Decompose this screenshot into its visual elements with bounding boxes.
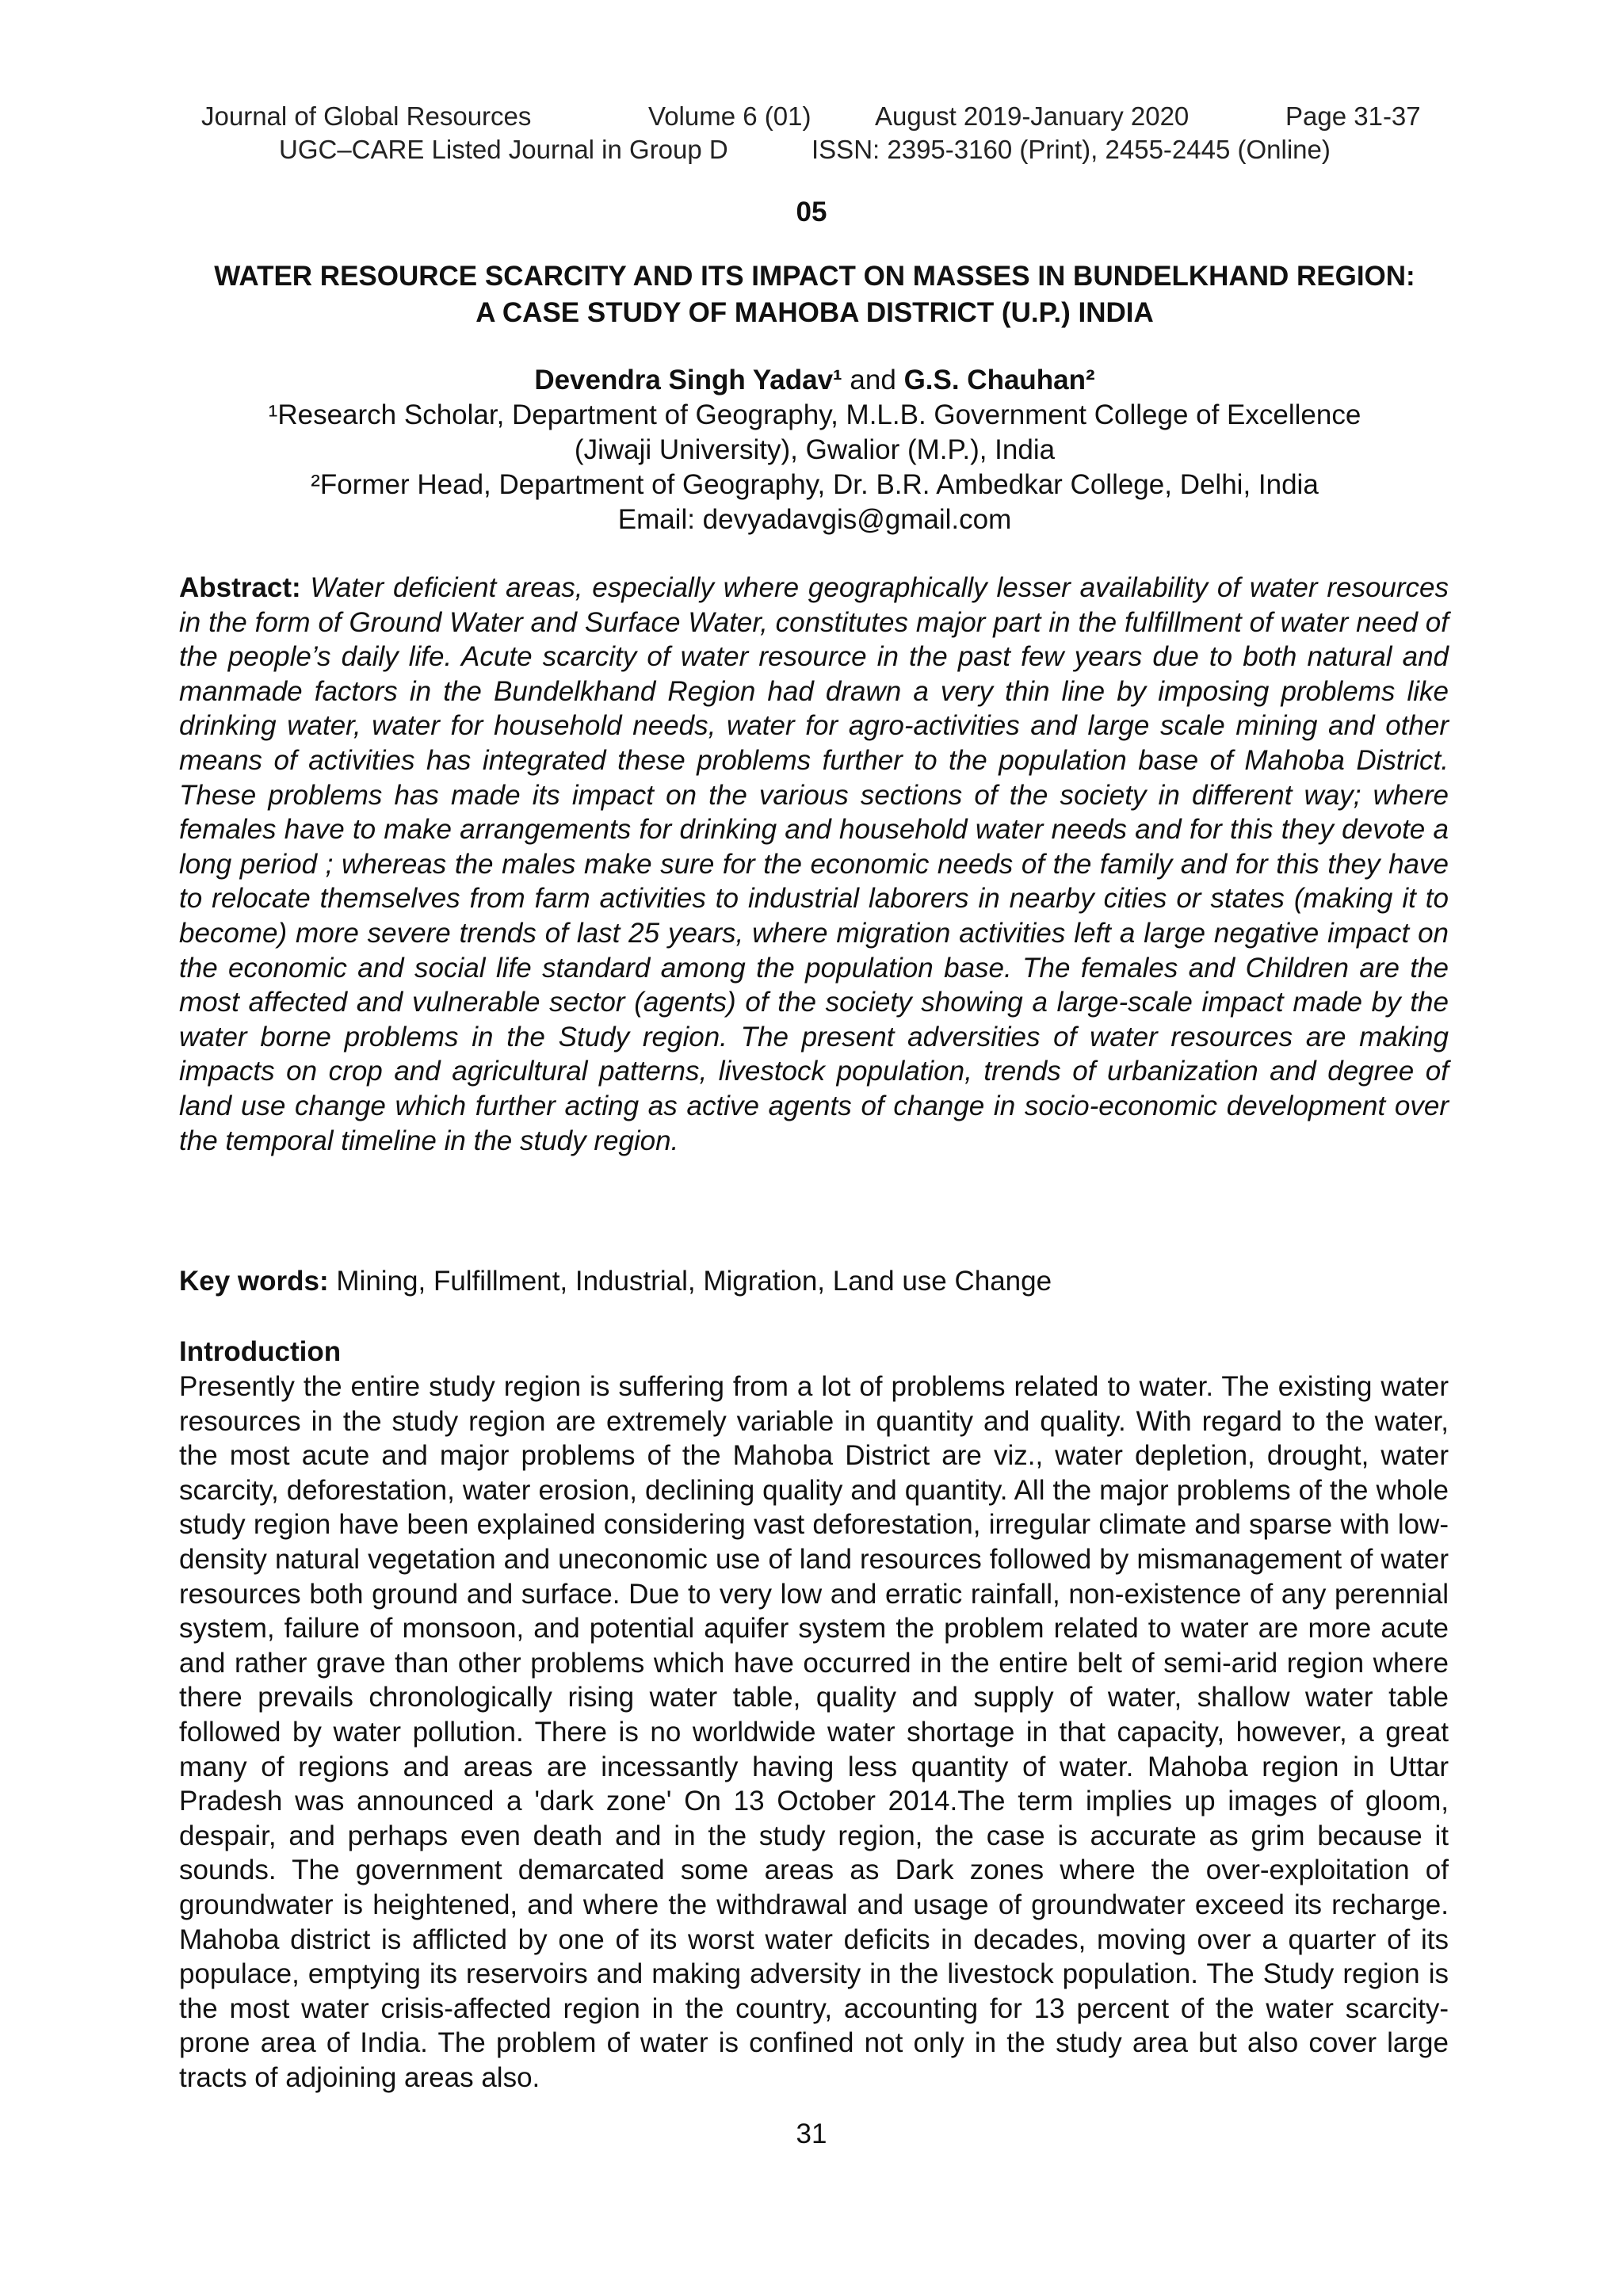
header-line-1 (201, 100, 1428, 133)
affiliation-2: ²Former Head, Department of Geography, Dr. B.R. Ambedkar College, Delhi, India (311, 469, 1319, 500)
keywords (179, 1264, 1449, 1299)
journal-volume: Volume 6 (01) (648, 101, 812, 131)
author-names (201, 363, 1428, 398)
author-email: Email: devyadavgis@gmail.com (617, 504, 1012, 535)
author-connector: and (842, 365, 904, 395)
affiliation-1-line-1: ¹Research Scholar, Department of Geography, M.L.B. Government College of Excellence (268, 399, 1361, 430)
journal-pages: Page 31-37 (1285, 101, 1421, 131)
header-line-2 (201, 133, 1428, 166)
abstract-label: Abstract: (179, 572, 301, 603)
abstract (179, 571, 1449, 1158)
journal-issn: ISSN: 2395-3160 (Print), 2455-2445 (Online) (812, 135, 1331, 164)
authors-block (201, 363, 1428, 537)
article-number: 05 (796, 197, 827, 227)
author-2: G.S. Chauhan² (903, 365, 1095, 395)
keywords-text: Mining, Fulfillment, Industrial, Migration, Land use Change (336, 1266, 1052, 1297)
journal-listing: UGC–CARE Listed Journal in Group D (279, 135, 728, 164)
article-title: WATER RESOURCE SCARCITY AND ITS IMPACT ON MASSES IN BUNDELKHAND REGION: A CASE STUDY OF MAHOBA DISTRICT (U.P.) INDIA (214, 261, 1415, 328)
author-1: Devendra Singh Yadav¹ (534, 365, 842, 395)
introduction-heading: Introduction (179, 1336, 342, 1367)
introduction-text: Presently the entire study region is suffering from a lot of problems related to water. The existing water resources in the study region are extremely variable in quantity and quality. With regard to the water, the most acute and major problems of the Mahoba District are viz., water depletion, drought, water scarcity, deforestation, water erosion, declining quality and quantity. All the major problems of the whole study region have been explained considering vast deforestation, irregular climate and sparse with low-density natural vegetation and uneconomic use of land resources followed by mismanagement of water resources both ground and surface. Due to very low and erratic rainfall, non-existence of any perennial system, failure of monsoon, and potential aquifer system the problem related to water are more acute and rather grave than other problems which have occurred in the entire belt of semi-arid region where there prevails chronologically rising water table, quality and supply of water, shallow water table followed by water pollution. There is no worldwide water shortage in that capacity, however, a great many of regions and areas are incessantly having less quantity of water. Mahoba region in Uttar Pradesh was announced a 'dark zone' On 13 October 2014.The term implies up images of gloom, despair, and perhaps even death and in the study region, the case is accurate as grim because it sounds. The government demarcated some areas as Dark zones where the over-exploitation of groundwater is heightened, and where the withdrawal and usage of groundwater exceed its recharge. Mahoba district is afflicted by one of its worst water deficits in decades, moving over a quarter of its populace, emptying its reservoirs and making adversity in the livestock population. The Study region is the most water crisis-affected region in the country, accounting for 13 percent of the water scarcity-prone area of India. The problem of water is confined not only in the study area but also cover large tracts of adjoining areas also. (179, 1371, 1449, 2093)
running-header (201, 100, 1428, 166)
keywords-label: Key words: (179, 1266, 329, 1297)
affiliation-1-line-2: (Jiwaji University), Gwalior (M.P.), India (574, 434, 1056, 465)
journal-name: Journal of Global Resources (201, 101, 532, 131)
journal-date: August 2019-January 2020 (875, 101, 1190, 131)
abstract-text: Water deficient areas, especially where geographically lesser availability of water resources in the form of Ground Water and Surface Water, constitutes major part in the fulfillment of water need of the people’s daily life. Acute scarcity of water resource in the past few years due to both natural and manmade factors in the Bundelkhand Region had drawn a very thin line by imposing problems like drinking water, water for household needs, water for agro-activities and large scale mining and other means of activities has integrated these problems further to the population base of Mahoba District. These problems has made its impact on the various sections of the society in different way; where females have to make arrangements for drinking and household water needs and for this they devote a long period ; whereas the males make sure for the economic needs of the family and for this they have to relocate themselves from farm activities to industrial laborers in nearby cities or states (making it to become) more severe trends of last 25 years, where migration activities left a large negative impact on the economic and social life standard among the population base. The females and Children are the most affected and vulnerable sector (agents) of the society showing a large-scale impact made by the water borne problems in the Study region. The present adversities of water resources are making impacts on crop and agricultural patterns, livestock population, trends of urbanization and degree of land use change which further acting as active agents of change in socio-economic development over the temporal timeline in the study region. (179, 572, 1449, 1156)
page-number: 31 (796, 2118, 827, 2149)
